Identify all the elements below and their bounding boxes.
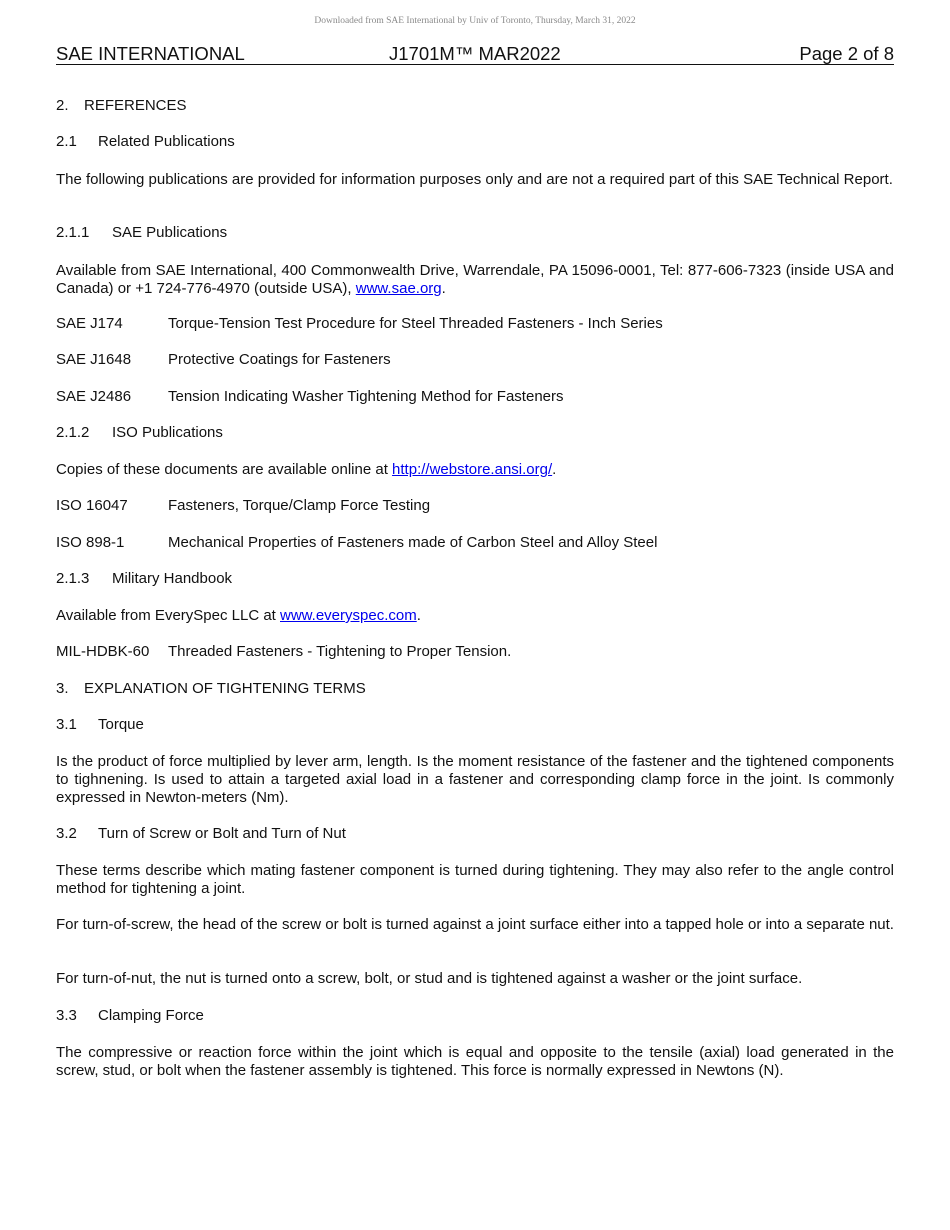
reference-code: MIL-HDBK-60 (56, 643, 150, 660)
section-number: 2.1.3 (56, 570, 90, 587)
reference-title: Protective Coatings for Fasteners (168, 351, 391, 368)
availability-text: Copies of these documents are available online at (56, 461, 393, 478)
reference-sae-j174 (56, 315, 894, 333)
reference-mil-hdbk-60 (56, 643, 894, 661)
header-page-number: Page 2 of 8 (799, 43, 894, 64)
section-3-heading (56, 680, 894, 698)
section-title: Turn of Screw or Bolt and Turn of Nut (98, 825, 346, 842)
availability-text: Available from SAE International, 400 Commonwealth Drive, Warrendale, PA 15096-0001, Tel: 877-606-7323 (inside USA and Canada) or +1 724-776-4970 (outside USA), (56, 262, 894, 297)
section-3-1-heading (56, 716, 894, 734)
download-notice: Downloaded from SAE International by Univ of Toronto, Thursday, March 31, 2022 (314, 16, 636, 26)
section-title: REFERENCES (84, 97, 187, 114)
section-number: 3. (56, 680, 69, 697)
section-title: Torque (98, 716, 144, 733)
section-title: ISO Publications (112, 424, 223, 441)
section-3-2-paragraph-1: These terms describe which mating fastener component is turned during tightening. They may also refer to the angle control method for tightening a joint. (56, 862, 894, 897)
reference-code: SAE J2486 (56, 388, 132, 405)
section-title: SAE Publications (112, 224, 228, 241)
section-number: 2.1.2 (56, 424, 90, 441)
reference-title: Tension Indicating Washer Tightening Method for Fasteners (168, 388, 564, 405)
section-3-1-paragraph: Is the product of force multiplied by lever arm, length. Is the moment resistance of the fastener and the tightened components to tighnening. Is used to attain a targeted axial load in a fastener and corresponding clamp force in the joint. Is commonly expressed in Newton-meters (Nm). (56, 753, 894, 806)
section-2-1-paragraph: The following publications are provided for information purposes only and are not a required part of this SAE Technical Report. (56, 171, 893, 188)
section-number: 3.2 (56, 825, 77, 842)
section-3-2-paragraph-2: For turn-of-screw, the head of the screw or bolt is turned against a joint surface either into a tapped hole or into a separate nut. (56, 916, 894, 933)
section-3-2-heading (56, 825, 894, 843)
section-title: Related Publications (98, 133, 235, 150)
everyspec-link[interactable]: www.everyspec.com (280, 607, 417, 624)
availability-end: . (441, 280, 446, 297)
section-3-3-heading (56, 1007, 894, 1025)
header-org: SAE INTERNATIONAL (56, 43, 245, 64)
section-number: 3.1 (56, 716, 77, 733)
reference-code: ISO 16047 (56, 497, 128, 514)
section-3-2-paragraph-3: For turn-of-nut, the nut is turned onto a screw, bolt, or stud and is tightened against a washer or the joint surface. (56, 970, 803, 987)
section-number: 2.1 (56, 133, 77, 150)
section-2-heading (56, 97, 894, 115)
section-title: Clamping Force (98, 1007, 204, 1024)
reference-title: Fasteners, Torque/Clamp Force Testing (168, 497, 431, 514)
page-header (56, 44, 894, 65)
reference-iso-16047 (56, 497, 894, 515)
reference-title: Mechanical Properties of Fasteners made of Carbon Steel and Alloy Steel (168, 534, 658, 551)
header-doc-id: J1701M™ MAR2022 (389, 43, 561, 64)
availability-end: . (552, 461, 557, 478)
section-3-3-paragraph: The compressive or reaction force within the joint which is equal and opposite to the tensile (axial) load generated in the screw, stud, or bolt when the fastener assembly is tightened. This force is normally expressed in Newtons (N). (56, 1044, 894, 1079)
sae-website-link[interactable]: www.sae.org (355, 280, 442, 297)
reference-title: Threaded Fasteners - Tightening to Proper Tension. (168, 643, 512, 660)
reference-iso-898-1 (56, 534, 894, 552)
section-number: 2. (56, 97, 69, 114)
iso-availability-paragraph (56, 461, 894, 479)
reference-code: SAE J1648 (56, 351, 132, 368)
section-2-1-2-heading (56, 424, 894, 442)
reference-sae-j1648 (56, 351, 894, 369)
section-number: 3.3 (56, 1007, 77, 1024)
sae-availability-paragraph (56, 262, 894, 298)
section-number: 2.1.1 (56, 224, 90, 241)
everyspec-availability-paragraph (56, 607, 894, 625)
section-2-1-heading (56, 133, 894, 151)
availability-text: Available from EverySpec LLC at (56, 607, 280, 624)
reference-code: ISO 898-1 (56, 534, 125, 551)
reference-sae-j2486 (56, 388, 894, 406)
section-title: Military Handbook (112, 570, 233, 587)
section-2-1-3-heading (56, 570, 894, 588)
reference-title: Torque-Tension Test Procedure for Steel Threaded Fasteners - Inch Series (168, 315, 663, 332)
reference-code: SAE J174 (56, 315, 123, 332)
section-2-1-1-heading (56, 224, 894, 242)
ansi-webstore-link[interactable]: http://webstore.ansi.org/ (392, 461, 553, 478)
section-title: EXPLANATION OF TIGHTENING TERMS (84, 680, 366, 697)
availability-end: . (416, 607, 421, 624)
